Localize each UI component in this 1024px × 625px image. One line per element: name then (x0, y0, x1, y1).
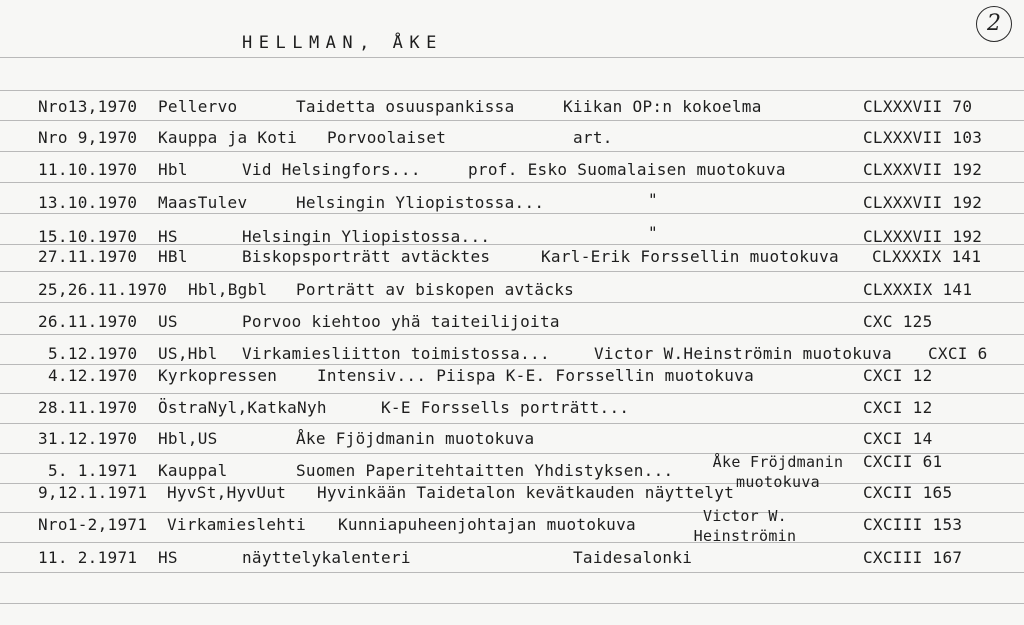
entry-date: 13.10.1970 (38, 193, 138, 212)
entry-date: 26.11.1970 (38, 312, 138, 331)
entry-ref: CXC 125 (863, 312, 933, 331)
entry-date: 27.11.1970 (38, 247, 138, 266)
entry-note: Taidesalonki (573, 548, 693, 567)
ruled-line (0, 423, 1024, 424)
entry-title: Porvoo kiehtoo yhä taiteilijoita (242, 312, 560, 331)
entry-title: Porträtt av biskopen avtäcks (296, 280, 575, 299)
entry-date: Nro1-2,1971 (38, 515, 148, 534)
entry-date: 31.12.1970 (38, 429, 138, 448)
entry-title: Biskopsporträtt avtäcktes (242, 247, 491, 266)
entry-note: " (648, 223, 658, 242)
entry-date: 15.10.1970 (38, 227, 138, 246)
entry-note: art. (573, 128, 613, 147)
entry-title: Porvoolaiset (327, 128, 447, 147)
ruled-line (0, 364, 1024, 365)
ruled-line (0, 334, 1024, 335)
entry-source: Kauppal (158, 461, 228, 480)
entry-date: Nro13,1970 (38, 97, 138, 116)
entry-date: 11. 2.1971 (38, 548, 138, 567)
entry-ref: CLXXXVII 103 (863, 128, 983, 147)
ruled-line (0, 542, 1024, 543)
entry-title: näyttelykalenteri (242, 548, 411, 567)
entry-source: Kyrkopressen (158, 366, 278, 385)
entry-title: Suomen Paperitehtaitten Yhdistyksen... (296, 461, 674, 480)
entry-note: Kiikan OP:n kokoelma (563, 97, 762, 116)
entry-note: Victor W. Heinströmin (693, 507, 797, 545)
ruled-line (0, 57, 1024, 58)
entry-ref: CLXXXVII 192 (863, 160, 983, 179)
ruled-line (0, 151, 1024, 152)
ruled-line (0, 393, 1024, 394)
entry-title: K-E Forssells porträtt... (381, 398, 630, 417)
entry-source: US,Hbl (158, 344, 218, 363)
entry-ref: CLXXXVII 192 (863, 193, 983, 212)
entry-source: Kauppa ja Koti (158, 128, 298, 147)
entry-ref: CLXXXIX 141 (863, 280, 973, 299)
ruled-line (0, 90, 1024, 91)
entry-title: Helsingin Yliopistossa... (296, 193, 545, 212)
entry-title: Hyvinkään Taidetalon kevätkauden näyttelyt (317, 483, 735, 502)
entry-ref: CXCIII 153 (863, 515, 963, 534)
entry-note: prof. Esko Suomalaisen muotokuva (468, 160, 786, 179)
entry-title: Helsingin Yliopistossa... (242, 227, 491, 246)
entry-source: ÖstraNyl,KatkaNyh (158, 398, 327, 417)
entry-date: Nro 9,1970 (38, 128, 138, 147)
entry-ref: CXCI 12 (863, 398, 933, 417)
entry-ref: CXCII 165 (863, 483, 953, 502)
entry-source: Hbl,Bgbl (188, 280, 268, 299)
ruled-line (0, 271, 1024, 272)
entry-source: Pellervo (158, 97, 238, 116)
entry-date: 28.11.1970 (38, 398, 138, 417)
entry-note: Victor W.Heinströmin muotokuva (594, 344, 892, 363)
entry-ref: CXCIII 167 (863, 548, 963, 567)
entry-title: Kunniapuheenjohtajan muotokuva (338, 515, 636, 534)
entry-source: Hbl (158, 160, 188, 179)
ruled-line (0, 213, 1024, 214)
entry-ref: CLXXXVII 70 (863, 97, 973, 116)
entry-source: Virkamieslehti (167, 515, 307, 534)
entry-date: 25,26.11.1970 (38, 280, 168, 299)
entry-ref: CXCI 14 (863, 429, 933, 448)
entry-date: 5. 1.1971 (48, 461, 138, 480)
entry-ref: CXCI 6 (928, 344, 988, 363)
entry-source: HBl (158, 247, 188, 266)
entry-title: Virkamiesliitton toimistossa... (242, 344, 550, 363)
entry-title: Taidetta osuuspankissa (296, 97, 515, 116)
entry-source: Hbl,US (158, 429, 218, 448)
ruled-line (0, 120, 1024, 121)
entry-note: Åke Fröjdmanin muotokuva (712, 453, 844, 491)
entry-ref: CXCI 12 (863, 366, 933, 385)
entry-source: MaasTulev (158, 193, 248, 212)
entry-source: US (158, 312, 178, 331)
entry-date: 4.12.1970 (48, 366, 138, 385)
ruled-line (0, 512, 1024, 513)
ruled-line (0, 603, 1024, 604)
entry-title: Åke Fjöjdmanin muotokuva (296, 429, 535, 448)
entry-ref: CLXXXVII 192 (863, 227, 983, 246)
entry-source: HS (158, 548, 178, 567)
entry-date: 9,12.1.1971 (38, 483, 148, 502)
entry-title: Intensiv... Piispa K-E. Forssellin muotokuva (317, 366, 755, 385)
entry-ref: CLXXXIX 141 (872, 247, 982, 266)
entry-ref: CXCII 61 (863, 452, 943, 471)
ruled-line (0, 182, 1024, 183)
card-number-badge: 2 (976, 6, 1012, 42)
ruled-line (0, 572, 1024, 573)
entry-note: Karl-Erik Forssellin muotokuva (541, 247, 839, 266)
entry-date: 11.10.1970 (38, 160, 138, 179)
entry-date: 5.12.1970 (48, 344, 138, 363)
entry-title: Vid Helsingfors... (242, 160, 421, 179)
ruled-line (0, 302, 1024, 303)
card-title: HELLMAN, ÅKE (242, 33, 443, 53)
entry-source: HyvSt,HyvUut (167, 483, 287, 502)
entry-source: HS (158, 227, 178, 246)
entry-note: " (648, 190, 658, 209)
